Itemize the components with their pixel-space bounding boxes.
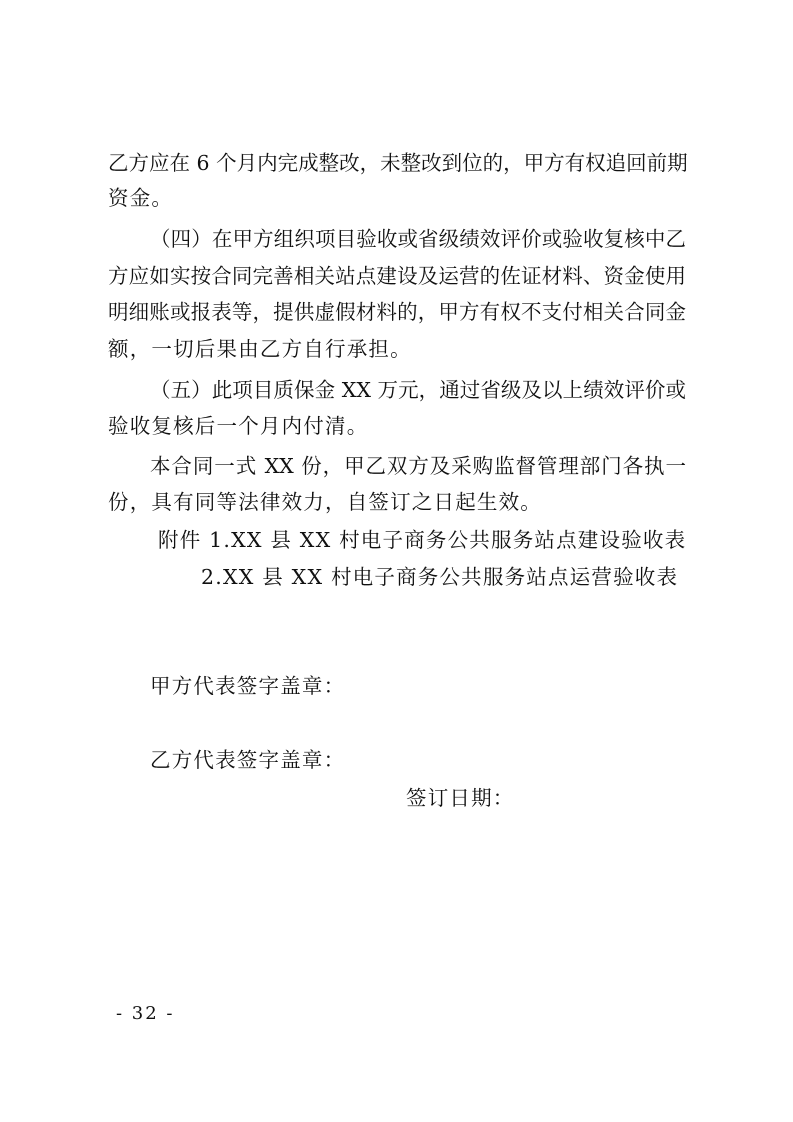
attachment-item-2: 2.XX 县 XX 村电子商务公共服务站点运营验收表 xyxy=(201,565,679,589)
clause-five-line-1: （五）此项目质保金 XX 万元，通过省级及以上绩效评价或 xyxy=(150,378,686,402)
clause-five-line-2: 验收复核后一个月内付清。 xyxy=(108,414,369,438)
clause-four-line-3: 明细账或报表等，提供虚假材料的，甲方有权不支付相关合同金 xyxy=(108,300,686,324)
clause-four-line-1: （四）在甲方组织项目验收或省级绩效评价或验收复核中乙 xyxy=(150,227,686,251)
body-line-2: 资金。 xyxy=(108,186,174,210)
body-line-1: 乙方应在 6 个月内完成整改，未整改到位的，甲方有权追回前期 xyxy=(108,151,688,175)
party-a-signature-label: 甲方代表签字盖章： xyxy=(150,674,346,698)
attachment-item-1: 附件 1.XX 县 XX 村电子商务公共服务站点建设验收表 xyxy=(158,528,687,552)
copies-line-2: 份，具有同等法律效力，自签订之日起生效。 xyxy=(108,490,542,514)
copies-line-1: 本合同一式 XX 份，甲乙双方及采购监督管理部门各执一 xyxy=(150,454,686,478)
signing-date-label: 签订日期： xyxy=(406,786,515,810)
page-number: - 32 - xyxy=(116,1003,175,1024)
clause-four-line-2: 方应如实按合同完善相关站点建设及运营的佐证材料、资金使用 xyxy=(108,264,686,288)
clause-four-line-4: 额，一切后果由乙方自行承担。 xyxy=(108,337,412,361)
party-b-signature-label: 乙方代表签字盖章： xyxy=(150,748,346,772)
